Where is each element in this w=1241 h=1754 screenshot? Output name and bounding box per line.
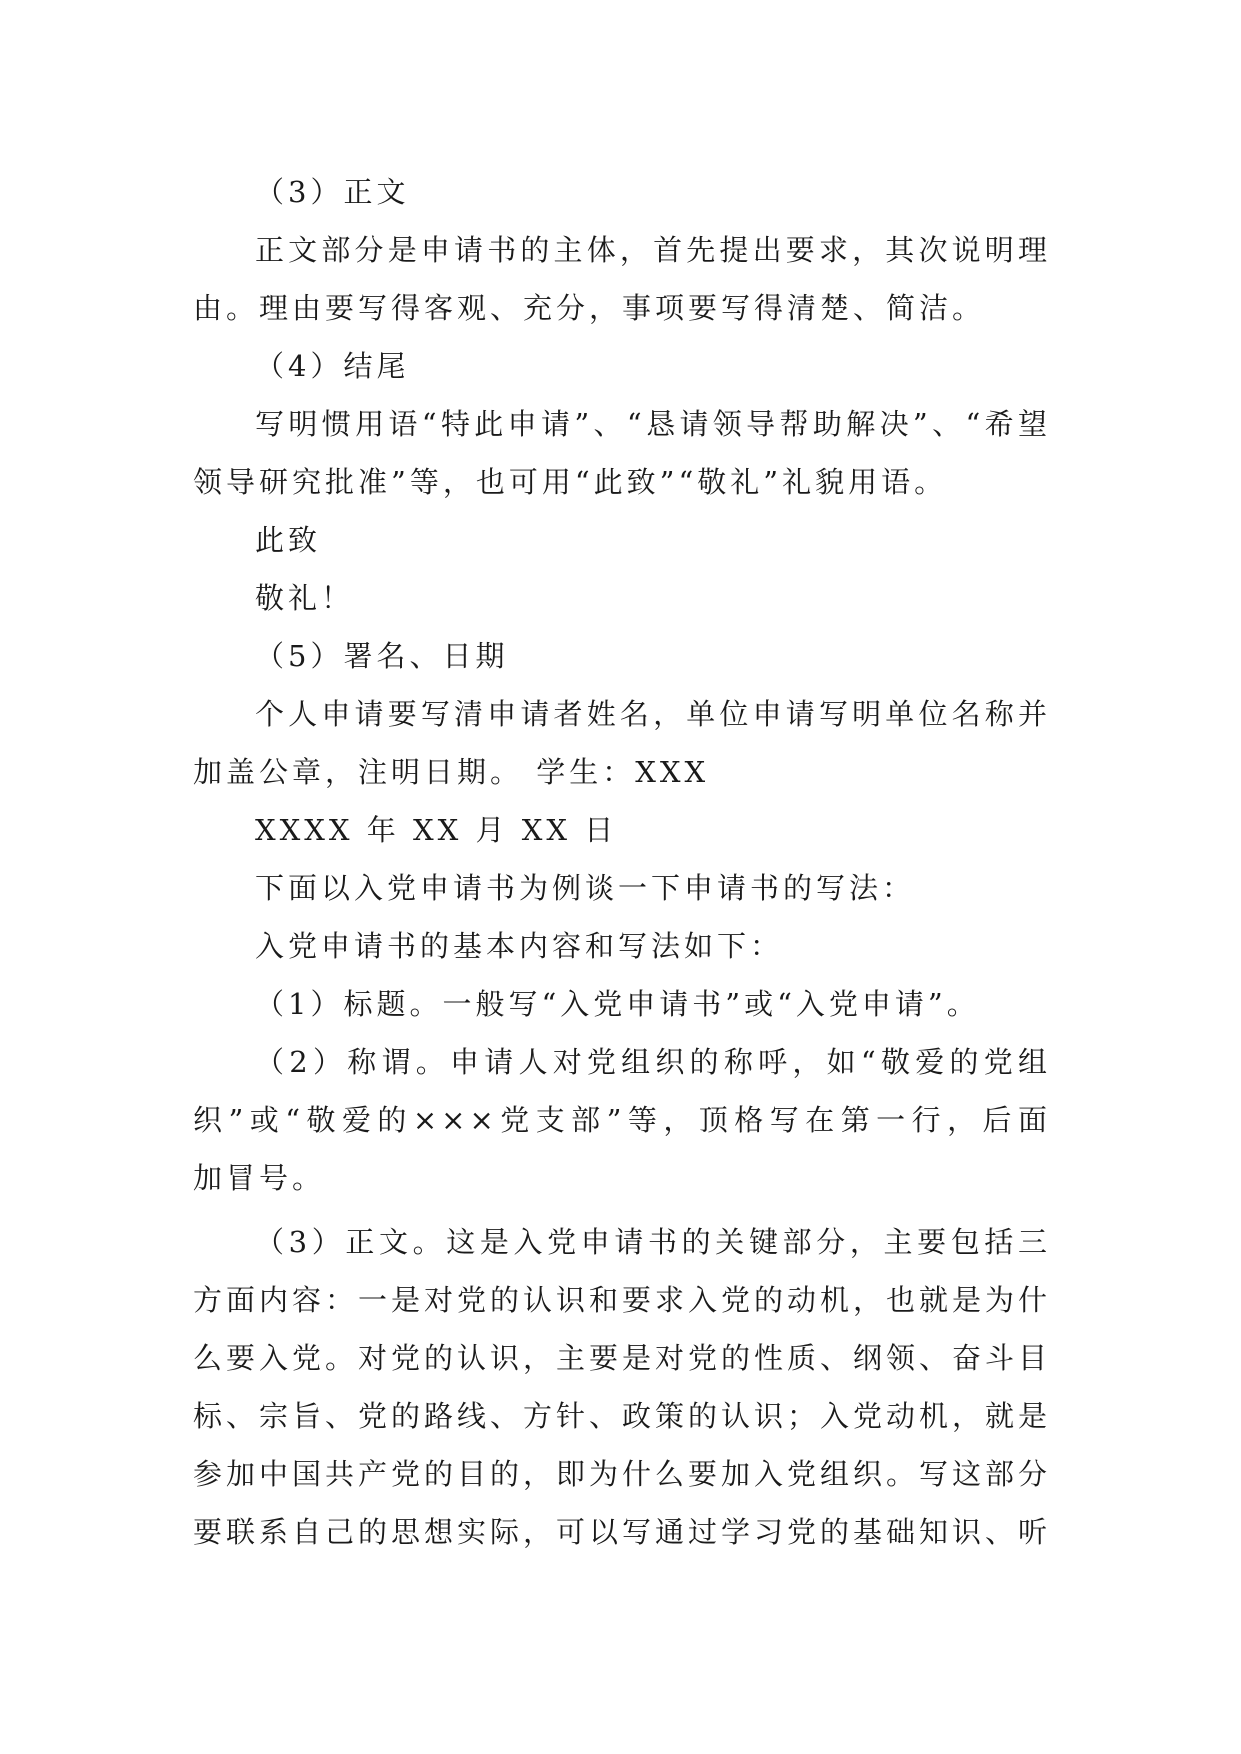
paragraph-line: 由。理由要写得客观、充分，事项要写得清楚、简洁。: [193, 291, 986, 325]
paragraph-line: 标、宗旨、党的路线、方针、政策的认识；入党动机，就是: [193, 1399, 1052, 1433]
paragraph-line: 加冒号。: [193, 1161, 326, 1195]
closing-regards: 敬礼！: [255, 581, 355, 615]
paragraph-line: 么要入党。对党的认识，主要是对党的性质、纲领、奋斗目: [193, 1341, 1052, 1375]
paragraph-line: 要联系自己的思想实际，可以写通过学习党的基础知识、听: [193, 1515, 1052, 1549]
paragraph-line: 个人申请要写清申请者姓名，单位申请写明单位名称并: [255, 697, 1051, 731]
paragraph-line: 写明惯用语“特此申请”、“恳请领导帮助解决”、“希望: [255, 407, 1051, 441]
paragraph-line: 加盖公章，注明日期。 学生：XXX: [193, 755, 710, 789]
list-item-title: （1）标题。一般写“入党申请书”或“入党申请”。: [255, 987, 980, 1021]
list-item-salutation: （2）称谓。申请人对党组织的称呼，如“敬爱的党组: [255, 1045, 1051, 1079]
paragraph-line: 织”或“敬爱的×××党支部”等，顶格写在第一行，后面: [193, 1103, 1051, 1137]
paragraph-line: 正文部分是申请书的主体，首先提出要求，其次说明理: [255, 233, 1051, 267]
date-line: XXXX 年 XX 月 XX 日: [255, 813, 618, 847]
paragraph-line: 参加中国共产党的目的，即为什么要加入党组织。写这部分: [193, 1457, 1052, 1491]
closing-salutation: 此致: [255, 523, 322, 557]
section-heading-signature: （5）署名、日期: [255, 639, 509, 673]
paragraph-line: 领导研究批准”等，也可用“此致”“敬礼”礼貌用语。: [193, 465, 948, 499]
section-heading-ending: （4）结尾: [255, 349, 410, 383]
document-body: [193, 163, 1051, 1561]
paragraph-line: 入党申请书的基本内容和写法如下：: [255, 929, 784, 963]
section-heading-body: （3）正文: [255, 175, 410, 209]
paragraph-line: 下面以入党申请书为例谈一下申请书的写法：: [255, 871, 916, 905]
paragraph-line: 方面内容：一是对党的认识和要求入党的动机，也就是为什: [193, 1283, 1052, 1317]
list-item-body: （3）正文。这是入党申请书的关键部分，主要包括三: [255, 1225, 1051, 1259]
